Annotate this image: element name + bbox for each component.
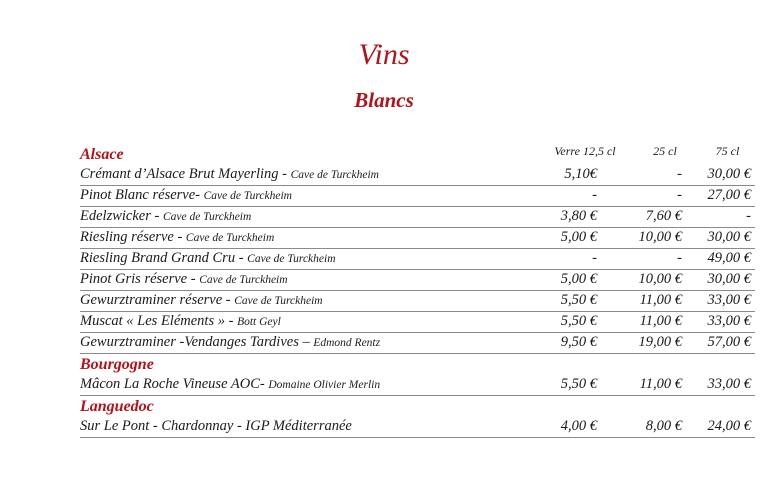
- section-title: Alsace: [80, 146, 124, 163]
- price-glass: 3,80 €: [560, 208, 597, 224]
- price-glass: -: [592, 250, 597, 266]
- price-75cl: 30,00 €: [707, 166, 751, 182]
- price-25cl: -: [677, 250, 682, 266]
- wine-name: Riesling Brand Grand Cru - Cave de Turckheim: [80, 250, 336, 266]
- price-25cl: 11,00 €: [639, 376, 682, 392]
- section-title: Languedoc: [80, 398, 154, 415]
- wine-row: [80, 375, 755, 396]
- price-75cl: 49,00 €: [707, 250, 751, 266]
- section-title: Bourgogne: [80, 356, 154, 373]
- price-75cl: 33,00 €: [707, 313, 751, 329]
- wine-name: Sur Le Pont - Chardonnay - IGP Méditerranée: [80, 418, 352, 434]
- price-glass: 4,00 €: [560, 418, 597, 434]
- wine-producer: Cave de Turckheim: [290, 169, 379, 181]
- price-glass: 5,00 €: [560, 271, 597, 287]
- price-25cl: 10,00 €: [638, 271, 682, 287]
- wine-producer: Domaine Olivier Merlin: [268, 379, 381, 391]
- wine-row: [80, 270, 755, 291]
- section-header-bourgogne: [80, 354, 755, 375]
- wine-row: [80, 186, 755, 207]
- wine-row: [80, 228, 755, 249]
- price-glass: 5,50 €: [560, 313, 597, 329]
- wine-row: [80, 333, 755, 354]
- wine-producer: Cave de Turckheim: [247, 253, 336, 265]
- page-subtitle: Blancs: [354, 88, 414, 112]
- price-25cl: 10,00 €: [638, 229, 682, 245]
- wine-name: Muscat « Les Eléments » - Bott Geyl: [80, 313, 281, 329]
- price-glass: -: [592, 187, 597, 203]
- column-header-75cl: 75 cl: [715, 144, 740, 158]
- wine-producer: Cave de Turckheim: [199, 274, 288, 286]
- wine-name: Riesling réserve - Cave de Turckheim: [80, 229, 275, 245]
- wine-producer: Cave de Turckheim: [185, 232, 275, 244]
- wine-row: [80, 312, 755, 333]
- wine-producer: Cave de Turckheim: [234, 295, 323, 307]
- price-25cl: -: [677, 187, 682, 203]
- wine-name: Edelzwicker - Cave de Turckheim: [80, 208, 252, 224]
- price-glass: 5,10€: [564, 166, 597, 182]
- price-25cl: -: [677, 166, 682, 182]
- wine-producer: Cave de Turckheim: [203, 190, 292, 202]
- price-75cl: 30,00 €: [707, 271, 751, 287]
- price-25cl: 11,00 €: [639, 313, 682, 329]
- wine-name: Mâcon La Roche Vineuse AOC- Domaine Olivier Merlin: [80, 376, 381, 392]
- price-25cl: 11,00 €: [639, 292, 682, 308]
- wine-list: [80, 138, 755, 438]
- price-75cl: 57,00 €: [707, 334, 751, 350]
- page-title: Vins: [358, 38, 410, 71]
- column-header-25cl: 25 cl: [653, 144, 677, 158]
- wine-name: Pinot Gris réserve - Cave de Turckheim: [80, 271, 288, 287]
- price-glass: 5,50 €: [560, 292, 597, 308]
- section-header-alsace: [80, 138, 755, 165]
- wine-name: Gewurztraminer -Vendanges Tardives – Edmond Rentz: [80, 334, 381, 350]
- price-75cl: 30,00 €: [707, 229, 751, 245]
- price-glass: 5,50 €: [560, 376, 597, 392]
- price-75cl: 33,00 €: [707, 292, 751, 308]
- wine-row: [80, 249, 755, 270]
- wine-name: Crémant d’Alsace Brut Mayerling - Cave de Turckheim: [80, 166, 379, 182]
- price-75cl: 33,00 €: [707, 376, 751, 392]
- price-glass: 5,00 €: [560, 229, 597, 245]
- column-header-glass: Verre 12,5 cl: [554, 144, 616, 158]
- wine-row: [80, 291, 755, 312]
- wine-row: [80, 207, 755, 228]
- wine-producer: Bott Geyl: [237, 316, 281, 328]
- section-header-languedoc: [80, 396, 755, 417]
- price-75cl: -: [746, 208, 751, 224]
- price-75cl: 27,00 €: [707, 187, 751, 203]
- price-25cl: 19,00 €: [638, 334, 682, 350]
- price-25cl: 8,00 €: [645, 418, 682, 434]
- price-glass: 9,50 €: [560, 334, 597, 350]
- wine-producer: Edmond Rentz: [313, 337, 381, 349]
- wine-row: [80, 165, 755, 186]
- wine-row: [80, 417, 755, 438]
- price-75cl: 24,00 €: [707, 418, 751, 434]
- wine-name: Gewurztraminer réserve - Cave de Turckheim: [80, 292, 323, 308]
- price-25cl: 7,60 €: [645, 208, 682, 224]
- wine-name: Pinot Blanc réserve- Cave de Turckheim: [80, 187, 292, 203]
- wine-producer: Cave de Turckheim: [162, 211, 252, 223]
